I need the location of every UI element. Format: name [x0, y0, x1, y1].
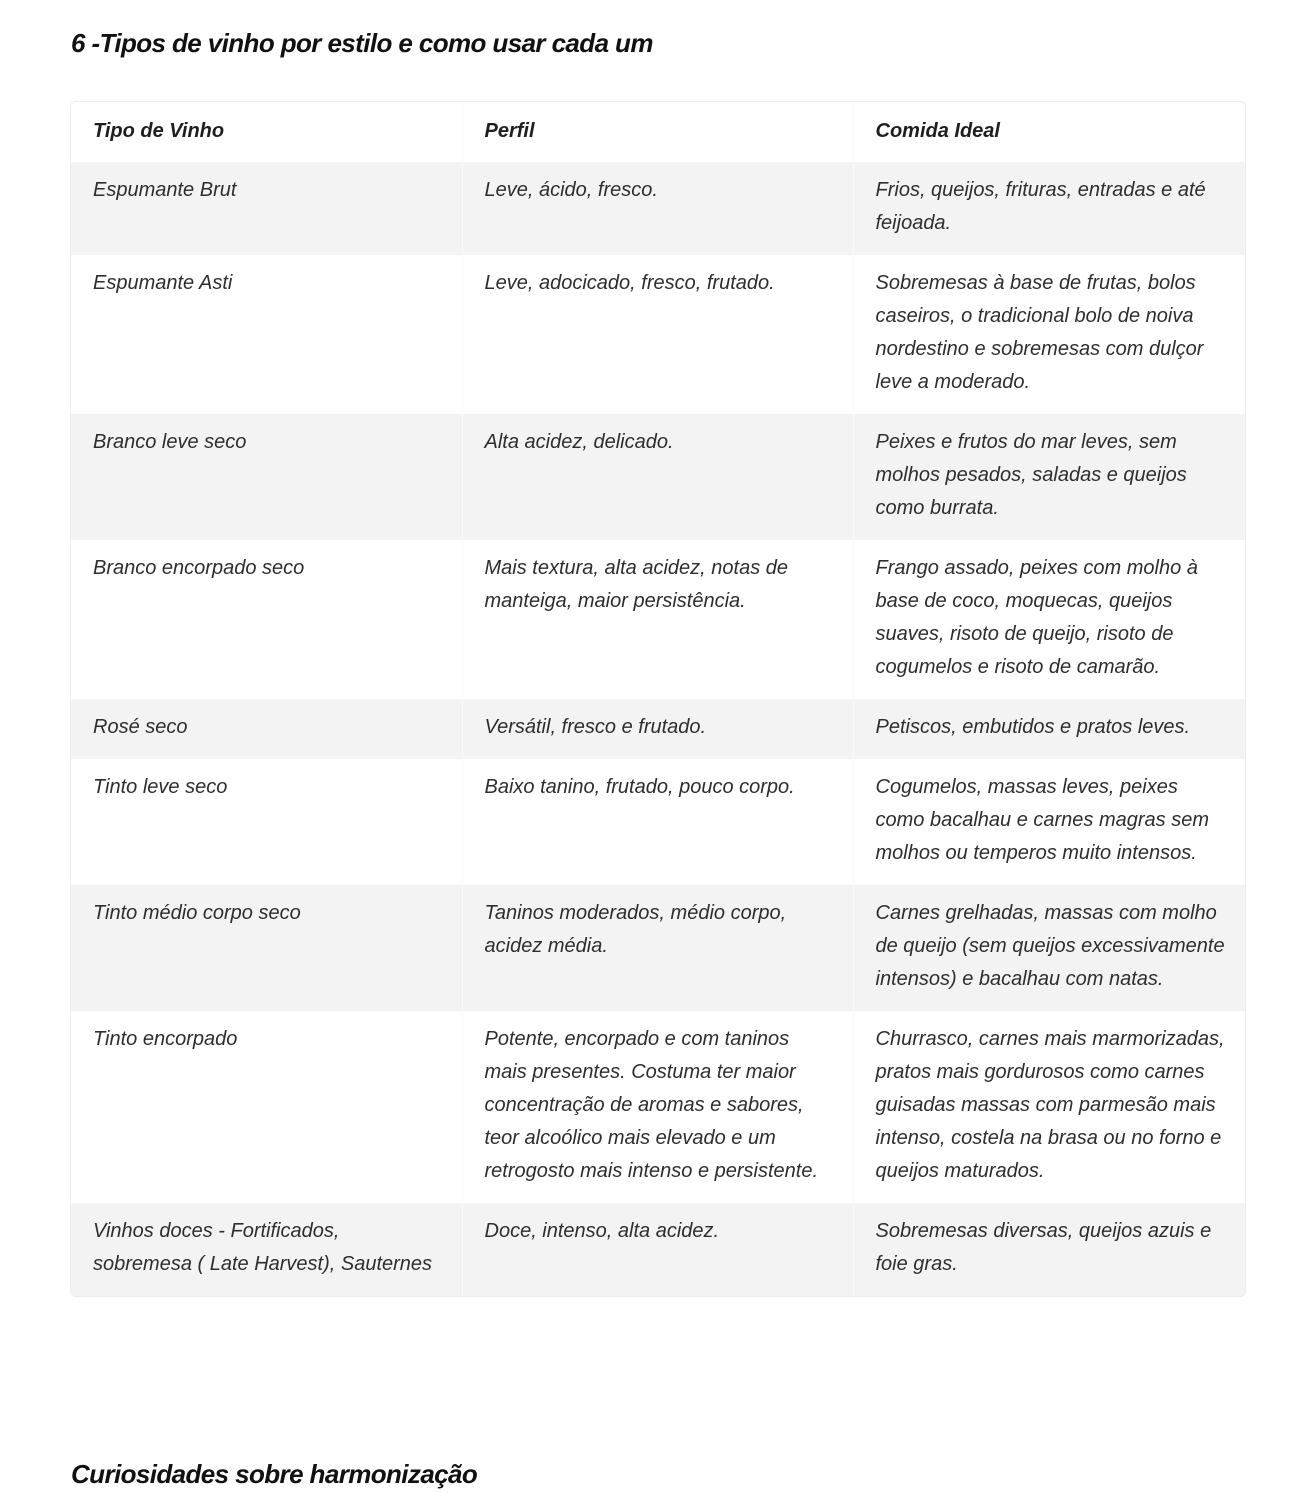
header-perfil: Perfil [462, 102, 853, 162]
cell-profile: Baixo tanino, frutado, pouco corpo. [462, 759, 853, 885]
table-row [71, 255, 1245, 414]
table-row [71, 162, 1245, 255]
table-row [71, 1011, 1245, 1203]
cell-food-pairing: Sobremesas diversas, queijos azuis e foie gras. [853, 1203, 1245, 1296]
header-tipo-de-vinho: Tipo de Vinho [93, 120, 225, 142]
cell-profile: Doce, intenso, alta acidez. [462, 1203, 853, 1296]
cell-food-pairing: Sobremesas à base de frutas, bolos caseiros, o tradicional bolo de noiva nordestino e sobremesas com dulçor leve a moderado. [853, 255, 1245, 414]
cell-profile: Leve, adocicado, fresco, frutado. [462, 255, 853, 414]
wine-styles-table [71, 102, 1245, 1296]
cell-wine-type: Branco encorpado seco [71, 540, 462, 699]
cell-profile: Leve, ácido, fresco. [462, 162, 853, 255]
cell-food-pairing: Frios, queijos, frituras, entradas e até feijoada. [853, 162, 1245, 255]
cell-food-pairing: Churrasco, carnes mais marmorizadas, pratos mais gordurosos como carnes guisadas massas com parmesão mais intenso, costela na brasa ou no forno e queijos maturados. [853, 1011, 1245, 1203]
cell-wine-type: Vinhos doces - Fortificados, sobremesa ( Late Harvest), Sauternes [71, 1203, 462, 1296]
table-row [71, 885, 1245, 1011]
table-row [71, 540, 1245, 699]
cell-wine-type: Tinto encorpado [71, 1011, 462, 1203]
cell-wine-type: Tinto leve seco [71, 759, 462, 885]
cell-wine-type: Branco leve seco [71, 414, 462, 540]
table-row [71, 759, 1245, 885]
page-heading: 6 -Tipos de vinho por estilo e como usar cada um [71, 28, 653, 58]
cell-wine-type: Espumante Brut [71, 162, 462, 255]
cell-food-pairing: Peixes e frutos do mar leves, sem molhos pesados, saladas e queijos como burrata. [853, 414, 1245, 540]
cell-profile: Taninos moderados, médio corpo, acidez média. [462, 885, 853, 1011]
table-header-row [71, 102, 1245, 162]
cell-profile: Mais textura, alta acidez, notas de manteiga, maior persistência. [462, 540, 853, 699]
cell-food-pairing: Frango assado, peixes com molho à base de coco, moquecas, queijos suaves, risoto de queijo, risoto de cogumelos e risoto de camarão. [853, 540, 1245, 699]
next-section-heading: Curiosidades sobre harmonização [71, 1459, 478, 1489]
cell-wine-type: Tinto médio corpo seco [71, 885, 462, 1011]
cell-food-pairing: Petiscos, embutidos e pratos leves. [853, 699, 1245, 759]
cell-profile: Alta acidez, delicado. [462, 414, 853, 540]
wine-table-container [70, 101, 1246, 1297]
table-row [71, 1203, 1245, 1296]
header-comida-ideal: Comida Ideal [853, 102, 1245, 162]
cell-profile: Versátil, fresco e frutado. [462, 699, 853, 759]
table-row [71, 699, 1245, 759]
cell-food-pairing: Carnes grelhadas, massas com molho de queijo (sem queijos excessivamente intensos) e bacalhau com natas. [853, 885, 1245, 1011]
cell-wine-type: Espumante Asti [71, 255, 462, 414]
cell-profile: Potente, encorpado e com taninos mais presentes. Costuma ter maior concentração de aromas e sabores, teor alcoólico mais elevado e um retrogosto mais intenso e persistente. [462, 1011, 853, 1203]
table-row [71, 414, 1245, 540]
cell-food-pairing: Cogumelos, massas leves, peixes como bacalhau e carnes magras sem molhos ou temperos muito intensos. [853, 759, 1245, 885]
cell-wine-type: Rosé seco [71, 699, 462, 759]
